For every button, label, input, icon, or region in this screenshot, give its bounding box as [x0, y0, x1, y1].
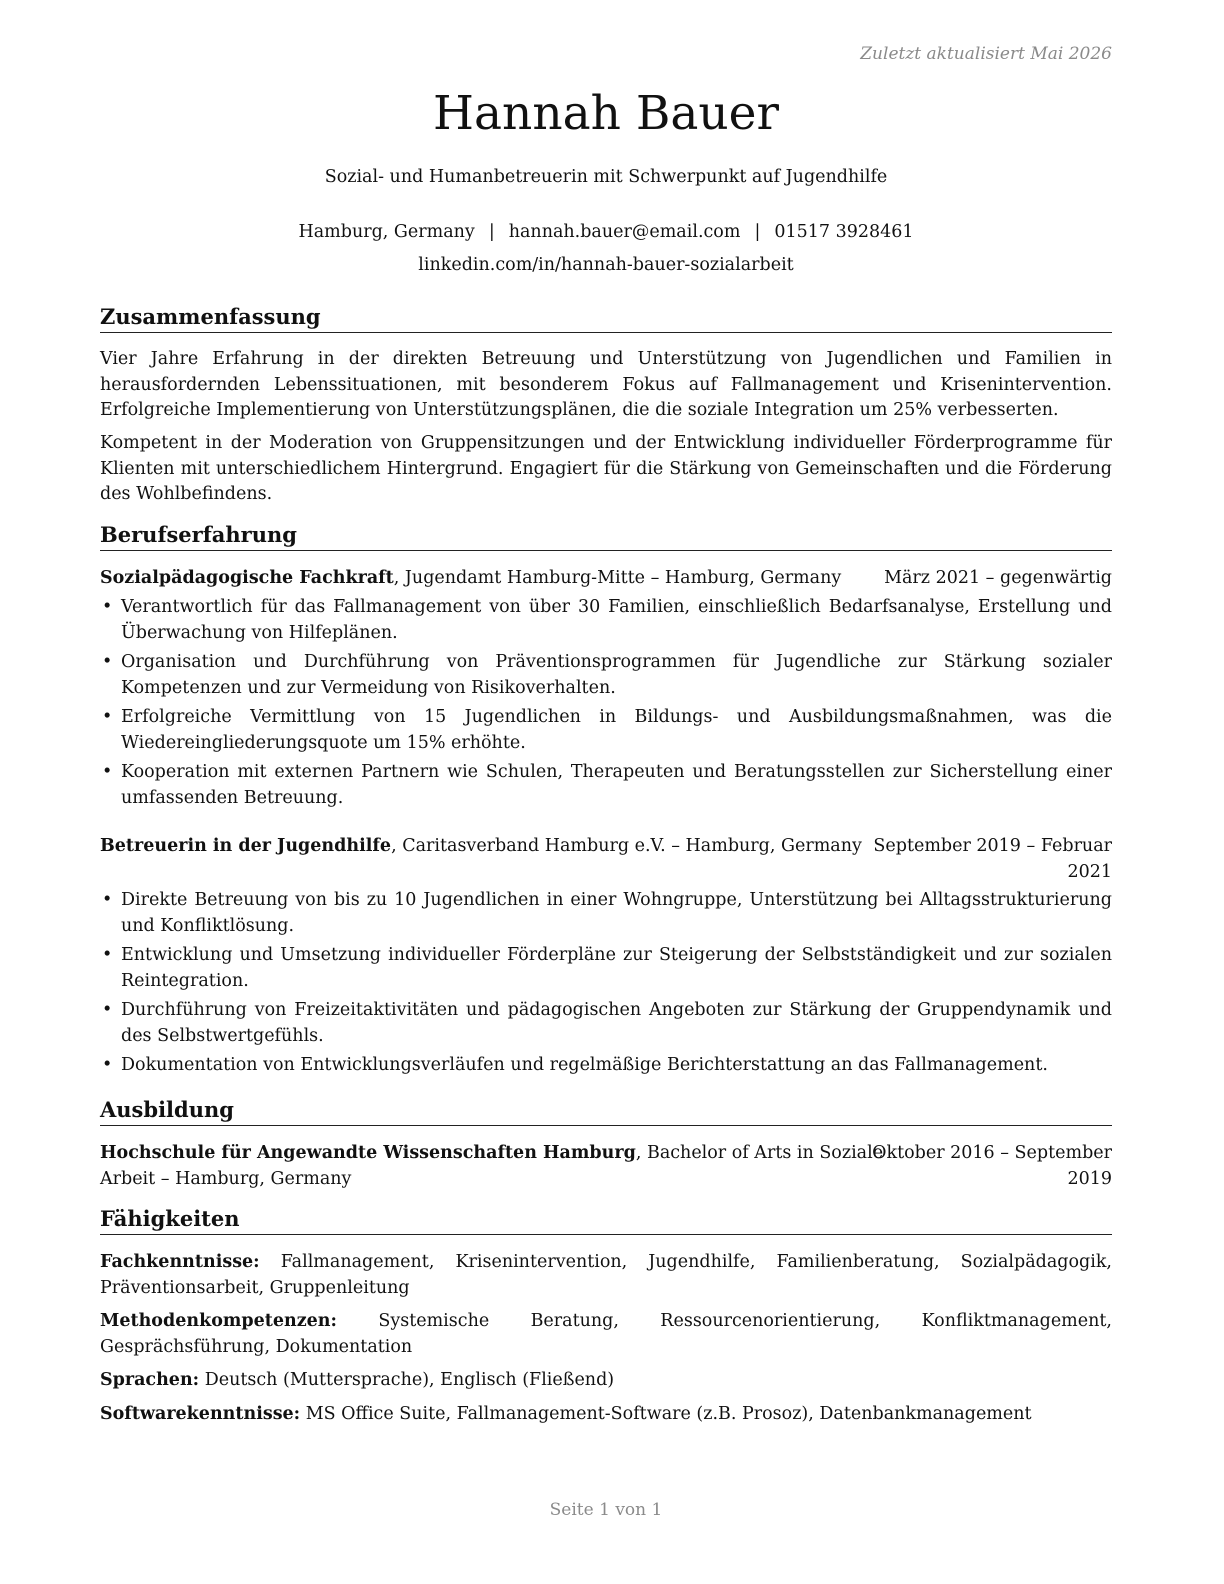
list-item: • Dokumentation von Entwicklungsverläufen und regelmäßige Berichterstattung an das Fallmanagement. — [102, 1055, 1048, 1075]
school-name: Hochschule für Angewandte Wissenschaften Hamburg — [100, 1143, 636, 1163]
skill-label: Softwarekenntnisse: — [100, 1404, 301, 1424]
resume-page — [100, 0, 1112, 1584]
list-item: • Verantwortlich für das Fallmanagement von über 30 Familien, einschließlich Bedarfsanalyse, Erstellung und Überwachung von Hilfeplänen. — [102, 597, 1112, 643]
list-item: • Kooperation mit externen Partnern wie Schulen, Therapeuten und Beratungsstellen zur Sicherstellung einer umfassenden Betreuung. — [102, 762, 1112, 808]
linkedin-link[interactable]: linkedin.com/in/hannah-bauer-sozialarbeit — [418, 255, 794, 275]
skill-label: Fachkenntnisse: — [100, 1252, 260, 1272]
job-org: , Caritasverband Hamburg e.V. – Hamburg, Germany — [391, 836, 862, 856]
location: Hamburg, Germany — [298, 222, 475, 242]
contact-info — [100, 220, 1112, 277]
skill-line — [100, 1250, 1112, 1301]
list-item: • Organisation und Durchführung von Präventionsprogrammen für Jugendliche zur Stärkung sozialer Kompetenzen und zur Vermeidung von Risikoverhalten. — [102, 652, 1112, 698]
skill-value: MS Office Suite, Fallmanagement-Software (z.B. Prosoz), Datenbankmanagement — [300, 1404, 1032, 1424]
job-title: Betreuerin in der Jugendhilfe — [100, 836, 392, 856]
list-item: • Durchführung von Freizeitaktivitäten und pädagogischen Angeboten zur Stärkung der Gruppendynamik und des Selbstwertgefühls. — [102, 1000, 1112, 1046]
summary-paragraph: Vier Jahre Erfahrung in der direkten Betreuung und Unterstützung von Jugendlichen und Familien in herausfordernden Lebenssituationen, mit besonderem Fokus auf Fallmanagement und Krisenintervention. Erfolgreiche Implementierung von Unterstützungsplänen, die die soziale Integration um 25% verbesserten. — [100, 349, 1112, 420]
skill-label: Methodenkompetenzen: — [100, 1311, 337, 1331]
email-link[interactable]: hannah.bauer@email.com — [508, 222, 741, 242]
job-dates: September 2019 – Februar 2021 — [873, 836, 1112, 882]
skill-value: Deutsch (Muttersprache), Englisch (Fließend) — [199, 1370, 615, 1390]
separator: | — [754, 222, 761, 242]
job-dates: März 2021 – gegenwärtig — [884, 568, 1112, 588]
list-item: • Entwicklung und Umsetzung individueller Förderpläne zur Steigerung der Selbstständigkeit und zur sozialen Reintegration. — [102, 945, 1112, 991]
list-item: • Direkte Betreuung von bis zu 10 Jugendlichen in einer Wohngruppe, Unterstützung bei Alltagsstrukturierung und Konfliktlösung. — [102, 890, 1112, 936]
skill-value: Systemische Beratung, Ressourcenorientierung, Konfliktmanagement, Gesprächsführung, Dokumentation — [100, 1311, 1112, 1357]
page-number: Seite 1 von 1 — [549, 1500, 663, 1520]
education-dates: Oktober 2016 – September 2019 — [872, 1143, 1112, 1189]
job-title: Sozialpädagogische Fachkraft — [100, 568, 394, 588]
section-heading-summary: Zusammenfassung — [100, 303, 1112, 333]
degree: Arbeit – Hamburg, Germany — [100, 1168, 352, 1189]
separator: | — [488, 222, 495, 242]
degree: , Bachelor of Arts in Soziale — [635, 1143, 884, 1163]
candidate-name: Hannah Bauer — [433, 86, 779, 141]
summary-paragraph: Kompetent in der Moderation von Gruppensitzungen und der Entwicklung individueller Förderprogramme für Klienten mit unterschiedlichem Hintergrund. Engagiert für die Stärkung von Gemeinschaften und die Förderung des Wohlbefindens. — [100, 433, 1112, 504]
section-heading-skills: Fähigkeiten — [100, 1205, 1112, 1235]
skill-line — [100, 1368, 1112, 1394]
job-bullets — [100, 888, 1112, 1083]
skill-label: Sprachen: — [100, 1370, 200, 1390]
skill-line — [100, 1309, 1112, 1360]
section-heading-education: Ausbildung — [100, 1096, 1112, 1126]
job-org: , Jugendamt Hamburg-Mitte – Hamburg, Germany — [393, 568, 842, 588]
job-bullets — [100, 595, 1112, 815]
last-updated: Zuletzt aktualisiert Mai 2026 — [860, 44, 1112, 64]
tagline: Sozial- und Humanbetreuerin mit Schwerpunkt auf Jugendhilfe — [324, 167, 888, 187]
skill-value: Fallmanagement, Krisenintervention, Jugendhilfe, Familienberatung, Sozialpädagogik, Präventionsarbeit, Gruppenleitung — [100, 1252, 1112, 1298]
list-item: • Erfolgreiche Vermittlung von 15 Jugendlichen in Bildungs- und Ausbildungsmaßnahmen, was die Wiedereingliederungsquote um 15% erhöhte. — [102, 707, 1112, 753]
phone: 01517 3928461 — [774, 222, 914, 242]
section-heading-experience: Berufserfahrung — [100, 521, 1112, 551]
skill-line — [100, 1402, 1112, 1428]
